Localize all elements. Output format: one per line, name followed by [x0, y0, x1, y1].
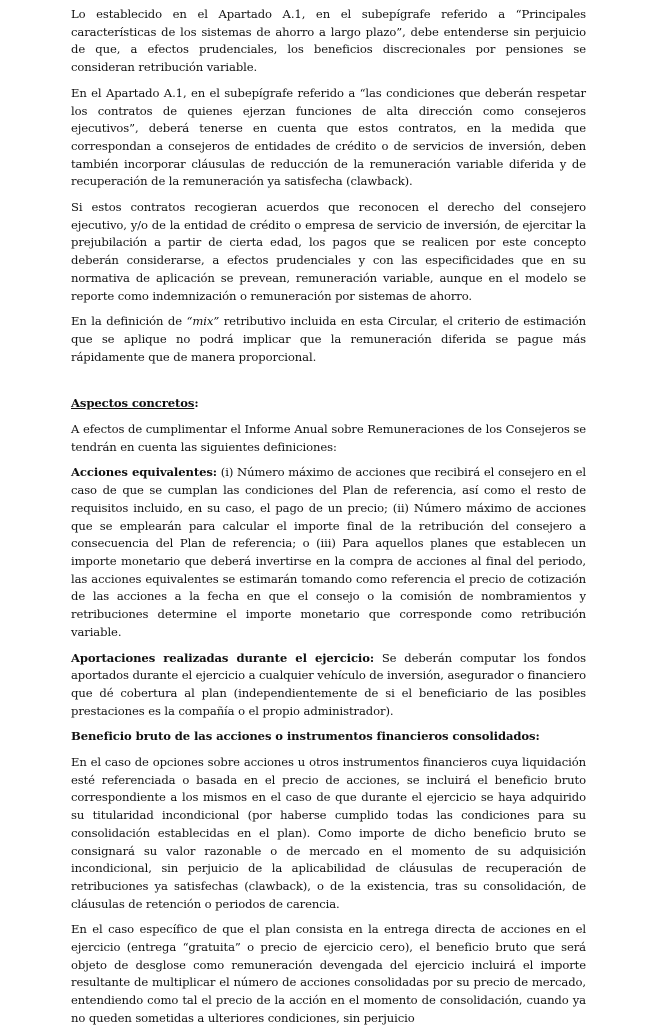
section-heading-colon: :	[194, 396, 199, 411]
definition-text: Se deberán computar los fondos aportados durante el ejercicio a cualquier vehículo de inversión, asegurador o financiero que dé cobertura al plan (independientemente de si el beneficiario de las posibles prestaciones es la compañía o el propio administrador).	[71, 650, 586, 718]
definition-equivalent-shares	[71, 464, 586, 641]
definition-term: Beneficio bruto de las acciones o instrumentos financieros consolidados:	[71, 729, 540, 744]
mix-text-before: En la definición de	[71, 314, 187, 329]
document-body	[71, 6, 586, 1036]
mix-term: “mix”	[186, 314, 220, 329]
definition-gross-profit-heading	[71, 728, 586, 746]
paragraph-direct-share-delivery: En el caso específico de que el plan consista en la entrega directa de acciones en el ejercicio (entrega “gratuita” o precio de ejercicio cero), el beneficio bruto que será objeto de desglose como remuneración devengada del ejercicio incluirá el importe resultante de multiplicar el número de acciones consolidadas por su precio de mercado, entendiendo como tal el precio de la acción en el momento de consolidación, cuando ya no queden sometidas a ulteriores condiciones, sin perjuicio	[71, 922, 586, 1025]
section-spacer	[71, 374, 586, 395]
definition-term: Aportaciones realizadas durante el ejercicio:	[71, 650, 375, 665]
mix-text-after: retributivo incluida en esta Circular, el criterio de estimación que se aplique no podrá implicar que la remuneración diferida se pague más rápidamente que de manera proporcional.	[71, 314, 586, 364]
paragraph-stock-options: En el caso de opciones sobre acciones u otros instrumentos financieros cuya liquidación esté referenciada o basada en el precio de acciones, se incluirá el beneficio bruto correspondiente a los mismos en el caso de que durante el ejercicio se haya adquirido su titularidad incondicional (por haberse cumplido todas las condiciones para su consolidación establecidas en el plan). Como importe de dicho beneficio bruto se consignará su valor razonable o de mercado en el momento de su adquisición incondicional, sin perjuicio de la aplicabilidad de cláusulas de recuperación de retribuciones ya satisfechas (clawback), o de la existencia, tras su consolidación, de cláusulas de retención o periodos de carencia.	[71, 755, 586, 911]
paragraph-mix-definition	[71, 313, 586, 366]
paragraph-executive-contracts: En el Apartado A.1, en el subepígrafe referido a “las condiciones que deberán respetar los contratos de quienes ejerzan funciones de alta dirección como consejeros ejecutivos”, deberá tenerse en cuenta que estos contratos, en la medida que correspondan a consejeros de entidades de crédito o de servicios de inversión, deben también incorporar cláusulas de reducción de la remuneración variable diferida y de recuperación de la remuneración ya satisfecha (clawback).	[71, 85, 586, 189]
definition-text: (i) Número máximo de acciones que recibirá el consejero en el caso de que se cumplan las condiciones del Plan de referencia, así como el resto de requisitos incluido, en su caso, el pago de un precio; (ii) Número máximo de acciones que se emplearán para calcular el importe final de la retribución del consejero a consecuencia del Plan de referencia; o (iii) Para aquellos planes que establecen un importe monetario que deberá invertirse en la compra de acciones al final del periodo, las acciones equivalentes se estimarán tomando como referencia el precio de cotización de las acciones a la fecha en que el consejo o la comisión de nombramientos y retribuciones determine el importe monetario que corresponde como retribución variable.	[71, 465, 586, 639]
section-heading-title: Aspectos concretos	[71, 396, 195, 411]
definition-contributions	[71, 650, 586, 721]
section-heading	[71, 395, 586, 413]
paragraph-early-retirement: Si estos contratos recogieran acuerdos que reconocen el derecho del consejero ejecutivo, y/o de la entidad de crédito o empresa de servicio de inversión, de ejercitar la prejubilación a partir de cierta edad, los pagos que se realicen por este concepto deberán considerarse, a efectos prudenciales y con las especificidades que en su normativa de aplicación se prevean, remuneración variable, aunque en el modelo se reporte como indemnización o remuneración por sistemas de ahorro.	[71, 200, 586, 303]
paragraph-definitions-intro: A efectos de cumplimentar el Informe Anual sobre Remuneraciones de los Consejeros se tendrán en cuenta las siguientes definiciones:	[71, 422, 586, 454]
paragraph-pension-benefits: Lo establecido en el Apartado A.1, en el subepígrafe referido a “Principales características de los sistemas de ahorro a largo plazo”, debe entenderse sin perjuicio de que, a efectos prudenciales, los beneficios discrecionales por pensiones se consideran retribución variable.	[71, 7, 586, 75]
definition-term: Acciones equivalentes:	[71, 465, 217, 480]
